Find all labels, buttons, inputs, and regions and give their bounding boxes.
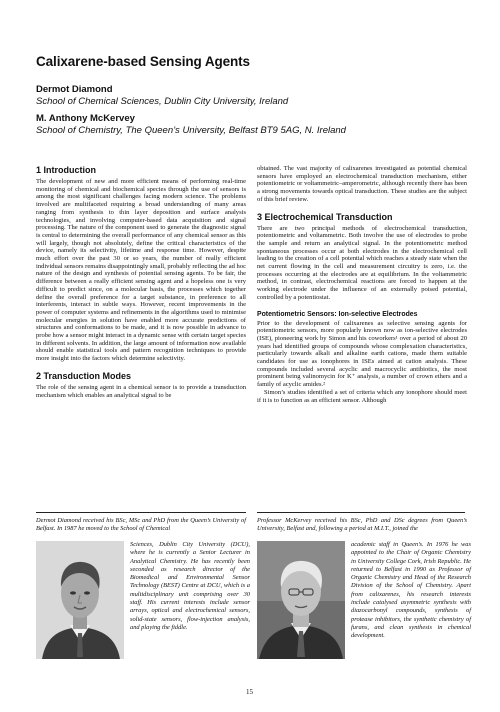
section-heading-electrochemical-transduction: 3 Electrochemical Transduction (257, 211, 393, 222)
portrait-image (257, 541, 345, 659)
author-name: M. Anthony McKervey (36, 113, 135, 124)
author-affiliation: School of Chemistry, The Queen’s University, Belfast BT9 5AG, N. Ireland (36, 125, 346, 136)
author-bio-mckervey (257, 517, 471, 640)
bio-text-body: Sciences, Dublin City University (DCU), where he is currently a Senior Lecturer in Analytical Chemistry. He has recently been seconded as research director of the Biomedical and Environmental Sensor Technology (BEST) Centre at DCU, which is a multidisciplinary unit comprising over 30 staff. His current interests include sensor arrays, optical and electrochemical sensors, solid-state sensors, flow-injection analysis, and playing the fiddle. (130, 541, 250, 631)
author-name: Dermot Diamond (36, 84, 113, 95)
bio-divider-right (257, 512, 465, 513)
author-block-1 (36, 84, 476, 108)
page-number: 15 (246, 688, 253, 696)
paragraph-transduction: The role of the sensing agent in a chemical sensor is to provide a transduction mechanism which enables an analytical signal to be (36, 383, 246, 399)
subsection-heading-ise: Potentiometric Sensors: Ion-selective Electrodes (257, 310, 418, 318)
author-block-2 (36, 113, 476, 137)
right-column (257, 165, 467, 404)
author-photo-diamond (36, 541, 124, 659)
section-heading-transduction-modes: 2 Transduction Modes (36, 370, 132, 381)
paragraph-electrochemical: There are two principal methods of electrochemical transduction, potentiometric and voltammetric. Both involve the use of electrodes to probe the sample and return an analytical signal. In the potentiometric method spontaneous processes occur at both electrodes in the electrochemical cell leading to the creation of a cell potential which reaches a steady state when the net current flowing in the cell and measurement circuitry is zero, i.e. the processes occurring at the electrodes are at equilibrium. In the voltammetric method, in contrast, electrochemical reactions are forced to happen at the working electrode under the influence of an externally poised potential, controlled by a potentiostat. (257, 224, 467, 301)
portrait-image (36, 541, 124, 659)
author-photo-mckervey (257, 541, 345, 659)
paragraph-introduction: The development of new and more efficient means of performing real-time monitoring of chemical and biochemical species through the use of sensors is among the most significant challenges facing modern science. The problems involved are multifaceted requiring a broad understanding of many areas ranging from synthesis to thin layer deposition and surface analysis technologies, and involving computer-based data acquisition and signal processing. The nature of the component used to generate the diagnostic signal is central to determining the overall performance of any chemical sensor as this will largely, though not absolutely, define the critical characteristics of the device, namely its selectivity, lifetime and response time. However, despite much effort over the past 30 or so years, the number of really efficient individual sensors remains disappointingly small, probably reflecting the ad hoc nature of the design and synthesis of potential sensing agents. To be fair, the difference between a really efficient sensing agent and a hopeless one is very difficult to predict since, on a molecular basis, the processes which together define the overall preference for a target substance, in preference to all interferents, interact in subtle ways. However, recent improvements in the power of computer systems and refinements in the algorithms used to minimise molecular energies in solution have enabled more accurate predictions of structures and conformations to be made, and it is now possible in advance to probe how a sensor might interact in a dynamic sense with certain target species in different solvents. In addition, the large amount of information now available should enable statistical tools and pattern recognition techniques to provide more insight into the factors which determine selectivity. (36, 178, 246, 363)
section-heading-introduction: 1 Introduction (36, 165, 96, 175)
paragraph-ise-1: Prior to the development of calixarenes as selective sensing agents for potentiometric sensors, more popularly known now as ion-selective electrodes (ISE), pioneering work by Simon and his coworkers¹ over a period of about 20 years had identified groups of compounds whose complexation characteristics, particularly towards alkali and alkaline earth cations, made them suitable candidates for use as ionophores in ISEs aimed at cation analysis. These compounds included several acyclic and macrocyclic antibiotics, the most prominent being valinomycin for K⁺ analysis, a number of crown ethers and a family of acyclic amides.² (257, 319, 467, 389)
bio-divider-left (36, 512, 246, 513)
paragraph-ise-2: Simon’s studies identified a set of criteria which any ionophore should meet if it is to function as an efficient sensor. Although (257, 388, 467, 404)
author-affiliation: School of Chemical Sciences, Dublin City University, Ireland (36, 96, 289, 107)
article-title: Calixarene-based Sensing Agents (36, 54, 250, 69)
bio-text-head: Dermot Diamond received his BSc, MSc and PhD from the Queen’s University of Belfast. In 1987 he moved to the School of Chemical (36, 517, 246, 533)
bio-text-head: Professor McKervey received his BSc, PhD and DSc degrees from Queen’s University, Belfast and, following a period at M.I.T., joined the (257, 517, 467, 533)
paragraph-continued: obtained. The vast majority of calixarenes investigated as potential chemical sensors have employed an electrochemical transduction mechanism, either potentiometric or voltammetric–amperometric, although recently there has been a strong movements towards optical transduction. These studies are the subject of this brief review. (257, 165, 467, 203)
left-column (36, 165, 246, 399)
author-bio-diamond (36, 517, 250, 631)
bio-text-body: academic staff in Queen’s. In 1976 he was appointed to the Chair of Organic Chemistry in University College Cork, Irish Republic. He returned to Belfast in 1990 as Professor of Organic Chemistry and Head of the Research Division of the School of Chemistry. Apart from calixarenes, his research interests include catalysed asymmetric synthesis with diazocarbonyl compounds, synthesis of protease inhibitors, the synthetic chemistry of furans, and clean synthesis in chemical development. (351, 541, 471, 640)
